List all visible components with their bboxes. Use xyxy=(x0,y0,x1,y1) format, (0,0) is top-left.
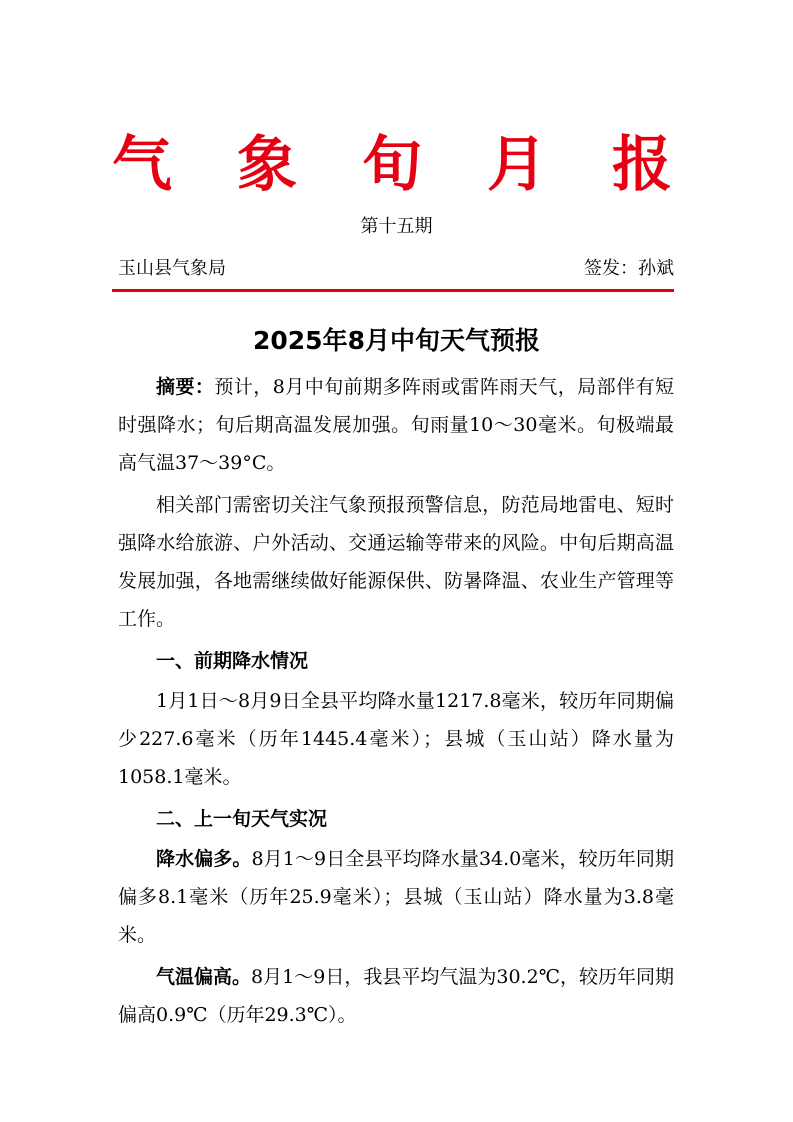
summary-paragraph xyxy=(118,368,674,482)
temp-paragraph xyxy=(118,958,674,1034)
precip-text: 8月1～9日全县平均降水量34.0毫米，较历年同期偏多8.1毫米（历年25.9毫米）；县城（玉山站）降水量为3.8毫米。 xyxy=(118,848,674,946)
temp-label: 气温偏高。 xyxy=(156,966,252,988)
summary-text: 预计，8月中旬前期多阵雨或雷阵雨天气，局部伴有短时强降水；旬后期高温发展加强。旬雨量10～30毫米。旬极端最高气温37～39°C。 xyxy=(118,376,674,474)
header-divider xyxy=(112,289,674,292)
section-heading: 二、上一旬天气实况 xyxy=(156,808,328,830)
issue-number: 第十五期 xyxy=(360,216,433,237)
masthead-char: 旬 xyxy=(362,130,422,200)
summary-label: 摘要： xyxy=(156,376,215,398)
masthead-title xyxy=(112,128,672,202)
section1-paragraph: 1月1日～8月9日全县平均降水量1217.8毫米，较历年同期偏少227.6毫米（历年1445.4毫米）；县城（玉山站）降水量为1058.1毫米。 xyxy=(118,690,674,788)
section-heading: 一、前期降水情况 xyxy=(156,650,309,672)
masthead-char: 报 xyxy=(612,130,672,200)
document-body xyxy=(118,368,674,1038)
masthead-char: 气 xyxy=(112,130,172,200)
signer: 签发：孙斌 xyxy=(584,258,674,279)
document-title: 2025年8月中旬天气预报 xyxy=(253,326,540,355)
masthead-char: 象 xyxy=(237,130,297,200)
precip-paragraph xyxy=(118,840,674,954)
publisher: 玉山县气象局 xyxy=(118,258,226,279)
advice-paragraph: 相关部门需密切关注气象预报预警信息，防范局地雷电、短时强降水给旅游、户外活动、交通运输等带来的风险。中旬后期高温发展加强，各地需继续做好能源保供、防暑降温、农业生产管理等工作。 xyxy=(118,494,674,630)
masthead-char: 月 xyxy=(487,130,547,200)
header-meta xyxy=(118,256,674,282)
precip-label: 降水偏多。 xyxy=(156,848,252,870)
temp-text: 8月1～9日，我县平均气温为30.2℃，较历年同期偏高0.9℃（历年29.3℃）。 xyxy=(118,966,674,1026)
